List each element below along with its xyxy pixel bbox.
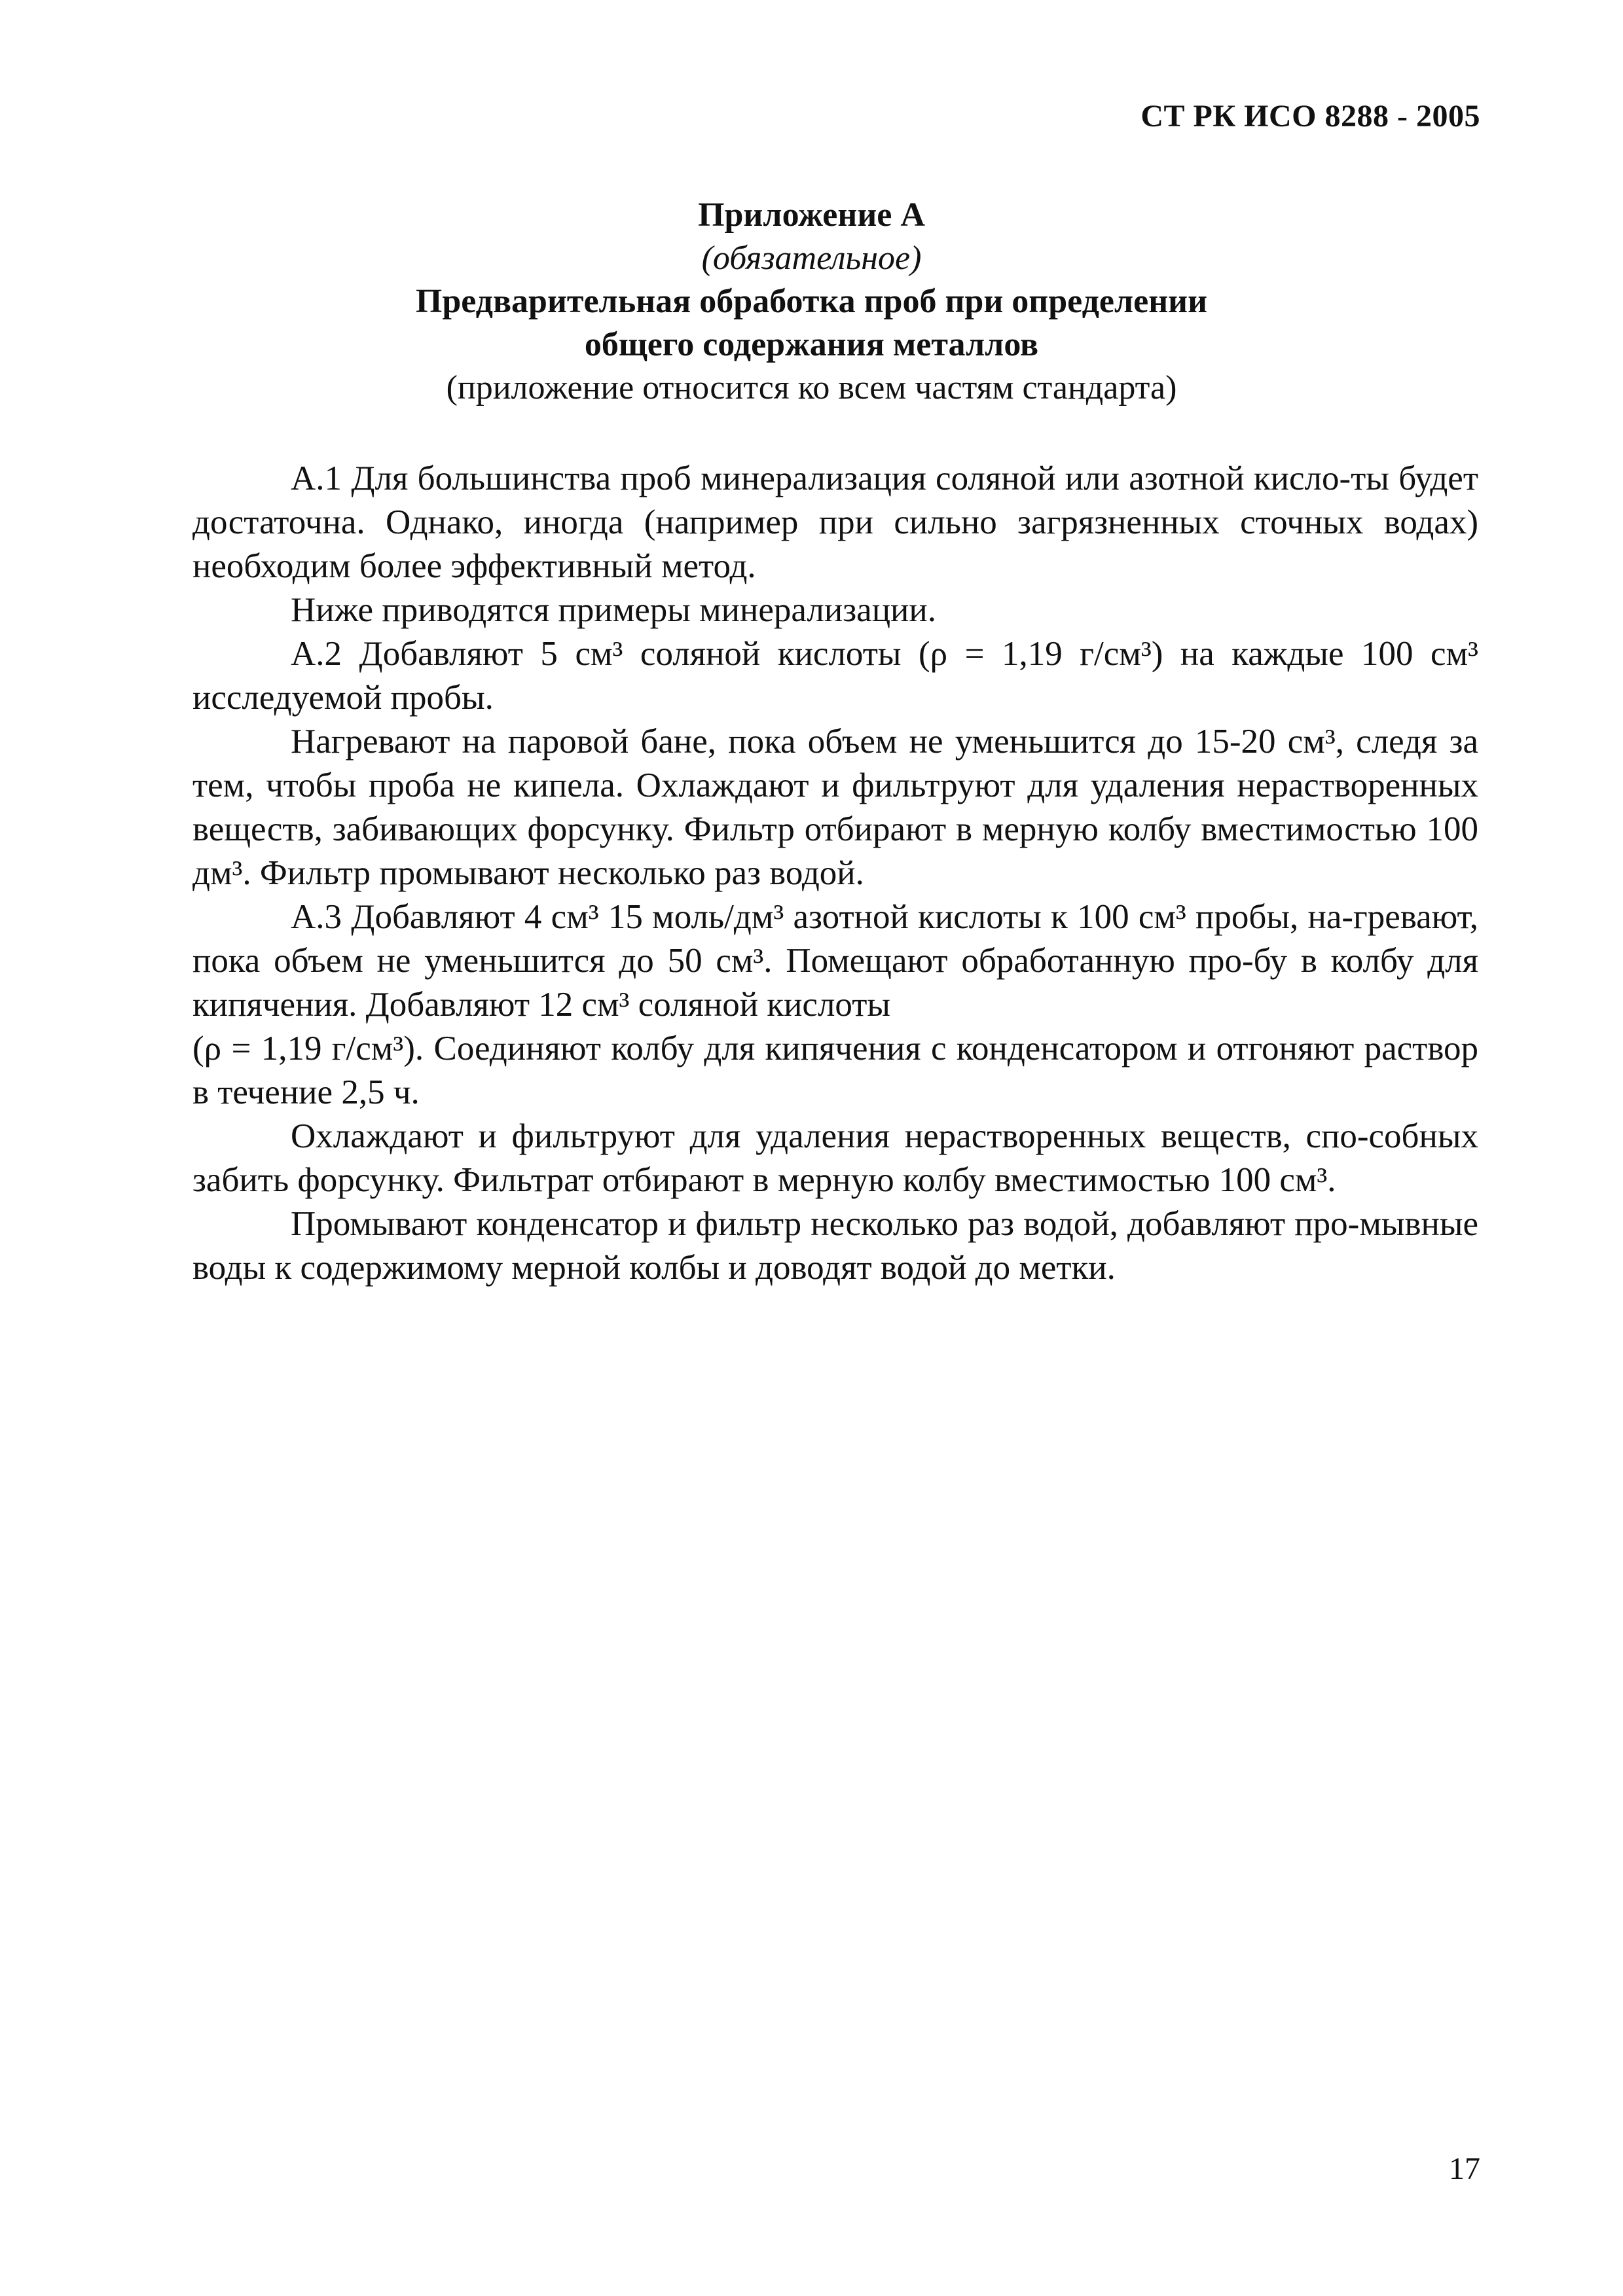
paragraph-a3-continued: (ρ = 1,19 г/см³). Соединяют колбу для кипячения с конденсатором и отгоняют раствор в течение 2,5 ч. <box>192 1030 1478 1111</box>
standard-code: СТ РК ИСО 8288 - 2005 <box>1140 99 1480 134</box>
paragraph-a2: А.2 Добавляют 5 см³ соляной кислоты (ρ = 1,19 г/см³) на каждые 100 см³ исследуемой пробы. <box>192 635 1478 717</box>
paragraph-heating: Нагревают на паровой бане, пока объем не уменьшится до 15-20 см³, следя за тем, чтобы проба не кипела. Охлаждают и фильтруют для удаления нерастворенных веществ, забивающих форсунку. Фильтр отбирают в мерную колбу вместимостью 100 дм³. Фильтр промывают несколько раз водой. <box>192 723 1478 892</box>
body-text <box>192 457 1478 1290</box>
page-number: 17 <box>1449 2151 1480 2186</box>
paragraph-a3: А.3 Добавляют 4 см³ 15 моль/дм³ азотной кислоты к 100 см³ пробы, на-гревают, пока объем не уменьшится до 50 см³. Помещают обработанную про-бу в колбу для кипячения. Добавляют 12 см³ соляной кислоты <box>192 898 1478 1024</box>
appendix-status: (обязательное) <box>701 240 922 277</box>
appendix-title-block <box>0 194 1623 410</box>
appendix-label: Приложение А <box>698 196 925 234</box>
paragraph-rinsing: Промывают конденсатор и фильтр несколько раз водой, добавляют про-мывные воды к содержимому мерной колбы и доводят водой до метки. <box>192 1205 1478 1287</box>
paragraph-examples: Ниже приводятся примеры минерализации. <box>291 591 937 629</box>
appendix-heading-line1: Предварительная обработка проб при определении <box>415 283 1208 320</box>
appendix-heading-line2: общего содержания металлов <box>584 326 1039 363</box>
paragraph-a1: А.1 Для большинства проб минерализация соляной или азотной кисло-ты будет достаточна. Однако, иногда (например при сильно загрязненных сточных водах) необходим более эффективный метод. <box>192 459 1478 585</box>
paragraph-cooling: Охлаждают и фильтруют для удаления нерастворенных веществ, спо-собных забить форсунку. Фильтрат отбирают в мерную колбу вместимостью 100 см³. <box>192 1117 1478 1199</box>
appendix-scope: (приложение относится ко всем частям стандарта) <box>446 369 1177 406</box>
